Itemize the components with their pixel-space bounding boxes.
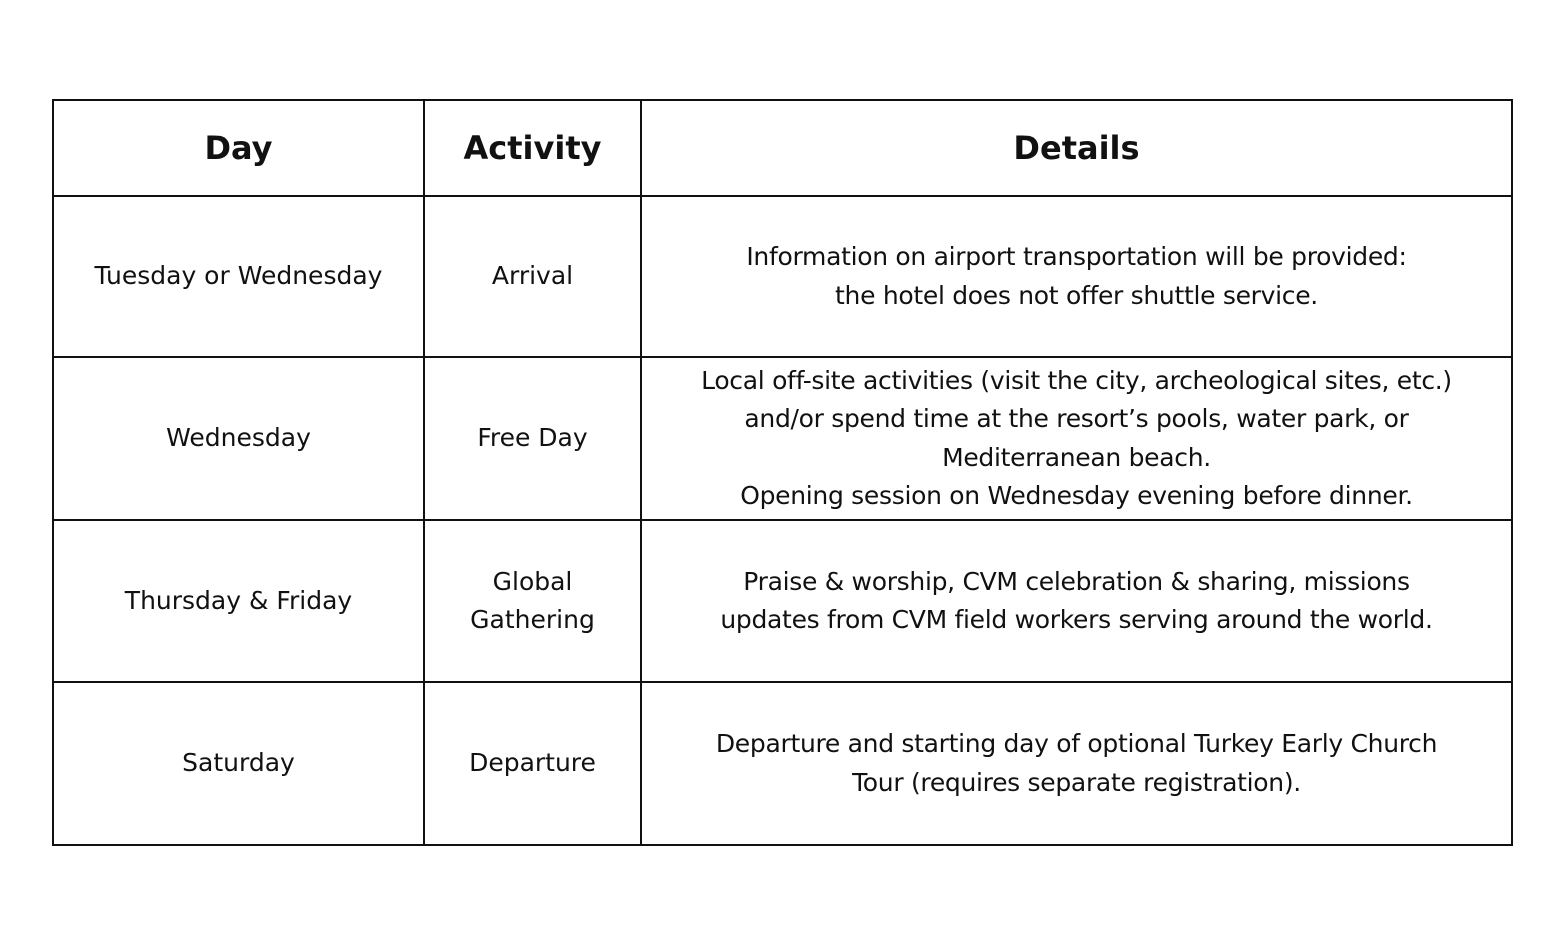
details-line: the hotel does not offer shuttle service. — [835, 280, 1318, 310]
activity-line: Arrival — [491, 261, 574, 291]
header-details: Details — [641, 100, 1512, 196]
day-cell: Saturday — [53, 682, 424, 845]
details-cell — [641, 357, 1512, 520]
details-line: Praise & worship, CVM celebration & sharing, missions — [743, 566, 1410, 596]
table-row — [53, 196, 1512, 357]
table-row — [53, 682, 1512, 845]
activity-line: Gathering — [470, 605, 595, 634]
details-line: Information on airport transportation will be provided: — [746, 242, 1407, 271]
day-cell: Thursday & Friday — [53, 520, 424, 682]
details-line: Opening session on Wednesday evening before dinner. — [740, 481, 1413, 510]
details-line: Mediterranean beach. — [942, 442, 1211, 472]
day-cell: Tuesday or Wednesday — [53, 196, 424, 357]
details-line: and/or spend time at the resort’s pools, water park, or — [744, 404, 1409, 433]
table-header-row — [53, 100, 1512, 196]
details-cell — [641, 196, 1512, 357]
details-line: updates from CVM field workers serving around the world. — [720, 605, 1433, 634]
day-cell: Wednesday — [53, 357, 424, 520]
header-activity: Activity — [424, 100, 641, 196]
details-cell — [641, 682, 1512, 845]
activity-cell — [424, 682, 641, 845]
activity-line: Global — [492, 566, 573, 596]
activity-line: Departure — [469, 748, 596, 778]
activity-line: Free Day — [477, 423, 588, 453]
table-row — [53, 520, 1512, 682]
table-row — [53, 357, 1512, 520]
activity-cell — [424, 196, 641, 357]
details-line: Tour (requires separate registration). — [852, 767, 1301, 797]
activity-cell — [424, 357, 641, 520]
details-line: Departure and starting day of optional Turkey Early Church — [715, 729, 1438, 758]
schedule-table — [52, 99, 1513, 846]
details-line: Local off-site activities (visit the city, archeological sites, etc.) — [701, 365, 1452, 395]
header-day: Day — [53, 100, 424, 196]
details-cell — [641, 520, 1512, 682]
activity-cell — [424, 520, 641, 682]
